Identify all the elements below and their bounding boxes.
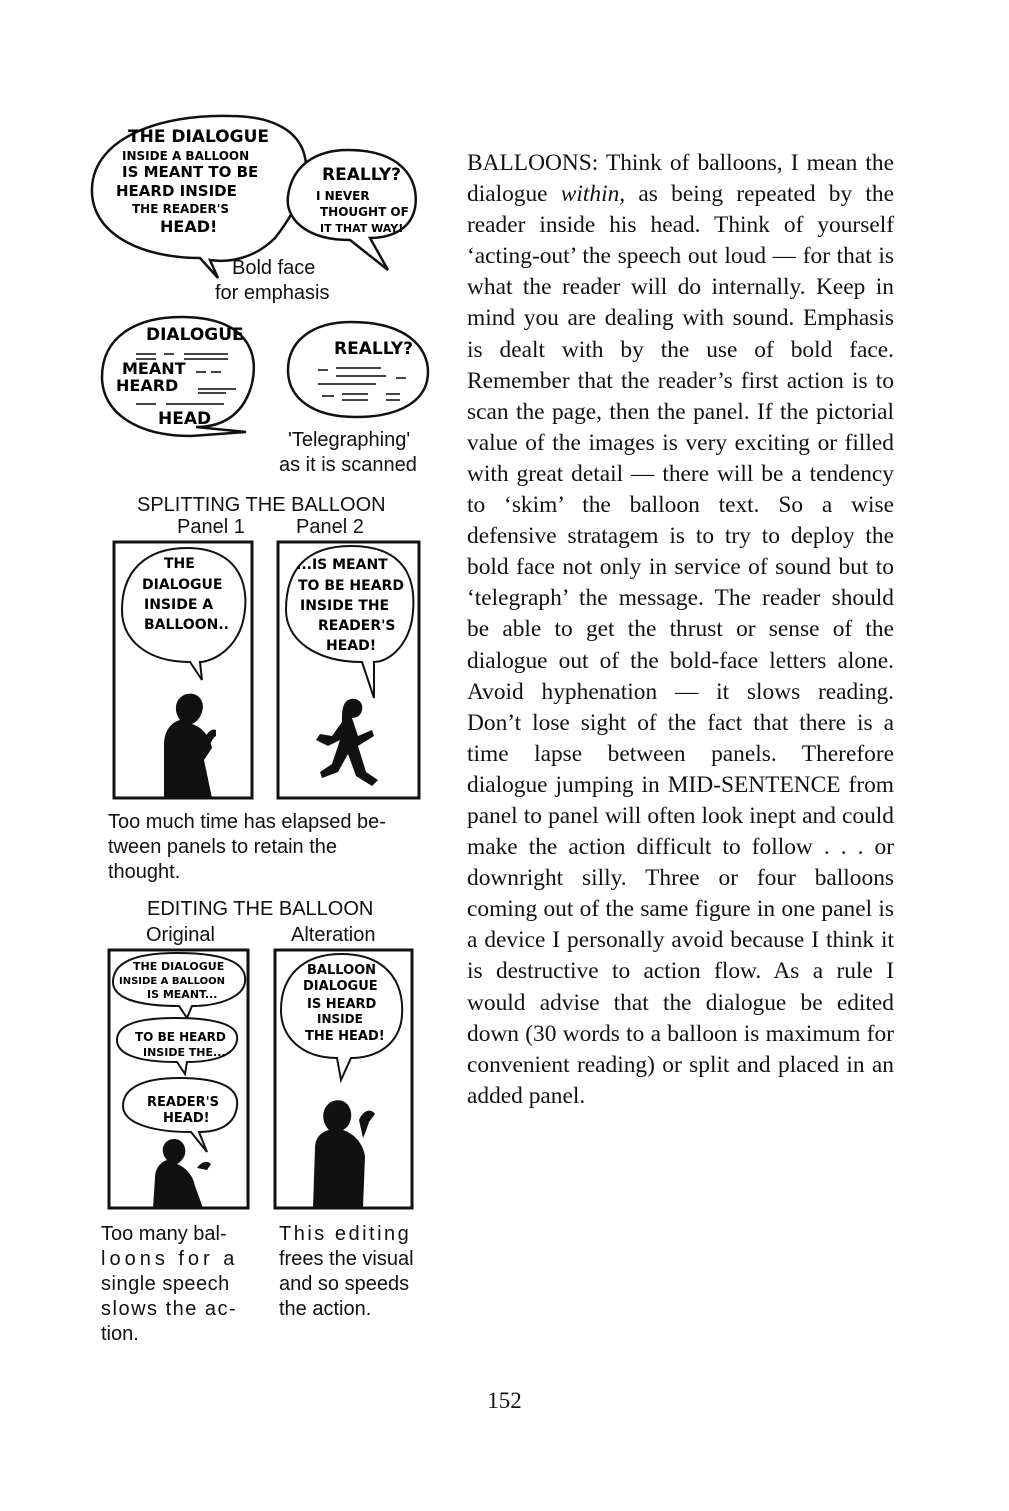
- edit-alteration-panel: [273, 948, 414, 1210]
- split-caption-line1: Too much time has elapsed be-: [108, 811, 386, 833]
- edit-orig-b2-line2: INSIDE THE...: [143, 1046, 226, 1059]
- balloon1-line3: IS MEANT TO BE: [122, 163, 259, 181]
- split2-line2: TO BE HEARD: [298, 578, 404, 594]
- tele-word-really: REALLY?: [334, 339, 414, 359]
- tele-caption-line2: as it is scanned: [279, 454, 417, 476]
- bold-caption-line1: Bold face: [232, 257, 316, 279]
- edit-orig-b2-line1: TO BE HEARD: [135, 1030, 226, 1044]
- edit-caption-right-line2: frees the visual: [279, 1248, 414, 1270]
- split-panel1-label: Panel 1: [177, 516, 245, 538]
- tele-word-dialogue: DIALOGUE: [146, 325, 244, 345]
- edit-caption-right-line4: the action.: [279, 1298, 372, 1320]
- edit-original-panel: [107, 948, 250, 1210]
- edit-caption-right-line1: This editing: [279, 1223, 412, 1245]
- split-title: SPLITTING THE BALLOON: [137, 494, 386, 516]
- tele-word-heard: HEARD: [116, 376, 179, 395]
- split2-line4: READER'S: [318, 618, 396, 634]
- edit-caption-left: [101, 1222, 251, 1347]
- edit-caption-left-line4: slows the ac-: [101, 1298, 238, 1320]
- split1-line1: THE: [164, 556, 195, 572]
- tele-word-head: HEAD: [158, 409, 212, 429]
- balloon2-line2: I NEVER: [316, 189, 370, 203]
- edit-title: EDITING THE BALLOON: [147, 898, 374, 920]
- split2-line3: INSIDE THE: [300, 598, 390, 614]
- edit-orig-b1-line2: INSIDE A BALLOON: [119, 976, 225, 987]
- split1-line2: DIALOGUE: [142, 577, 223, 593]
- edit-alt-line4: INSIDE: [317, 1012, 363, 1026]
- balloon2-line4: IT THAT WAY!: [320, 222, 404, 235]
- balloon2-line1: REALLY?: [322, 165, 402, 185]
- split2-line5: HEAD!: [326, 638, 377, 654]
- edit-orig-b3-line2: HEAD!: [163, 1111, 210, 1126]
- edit-caption-right-line3: and so speeds: [279, 1273, 410, 1295]
- balloon1-line2: INSIDE A BALLOON: [122, 149, 250, 163]
- edit-orig-b1-line3: IS MEANT...: [147, 988, 218, 1001]
- tele-word-meant: MEANT: [122, 359, 186, 378]
- split1-line4: BALLOON..: [144, 617, 230, 633]
- edit-caption-right: [279, 1222, 439, 1322]
- edit-original-label: Original: [146, 924, 215, 946]
- edit-orig-b1-line1: THE DIALOGUE: [133, 960, 225, 973]
- edit-caption-left-line1: Too many bal-: [101, 1223, 227, 1245]
- split-caption: [108, 810, 428, 885]
- split-panel2-label: Panel 2: [296, 516, 364, 538]
- telegraphing-illustration: [96, 312, 436, 442]
- body-paragraph: [467, 148, 894, 1112]
- split-panel-1: [112, 540, 254, 800]
- split-caption-line2: tween panels to retain the: [108, 836, 338, 858]
- split-panel-2: [276, 540, 421, 800]
- body-part2-emphasis: within,: [560, 181, 626, 208]
- body-part1: BALLOONS: Think of balloons, I mean the dialogue: [467, 150, 894, 208]
- page-number: 152: [487, 1388, 522, 1413]
- edit-alt-line5: THE HEAD!: [305, 1029, 385, 1044]
- balloon1-line1: THE DIALOGUE: [128, 127, 269, 147]
- balloon1-line5: THE READER'S: [132, 202, 230, 216]
- split-caption-line3: thought.: [108, 861, 181, 883]
- tele-caption-line1: 'Telegraphing': [288, 429, 411, 451]
- edit-orig-b3-line1: READER'S: [147, 1095, 219, 1110]
- edit-alt-line2: DIALOGUE: [303, 979, 378, 994]
- balloon2-line3: THOUGHT OF: [320, 205, 409, 219]
- body-part3: as being repeated by the reader inside his head. Think of yourself ‘acting-out’ the speech out loud — for that is what the reader will do internally. Keep in mind you are dealing with sound. Emphasis is dealt with by the use of bold face. Remember that the reader’s first action is to scan the page, then the panel. If the pictorial value of the images is very exciting or filled with great detail — there will be a tendency to ‘skim’ the balloon text. So a wise defensive stratagem is to try to deploy the bold face not only in service of sound but to ‘telegraph’ the message. The reader should be able to get the thrust or sense of the dialogue out of the bold-face letters alone. Avoid hyphenation — it slows reading. Don’t lose sight of the fact that there is a time lapse between panels. Therefore dialogue jumping in MID-SENTENCE from panel to panel will often look inept and could make the action difficult to follow . . . or downright silly. Three or four balloons coming out of the same figure in one panel is a device I personally avoid because I think it is destructive to action flow. As a rule I would advise that the dialogue be edited down (30 words to a balloon is maximum for convenient reading) or split and placed in an added panel.: [467, 181, 894, 1109]
- edit-caption-left-line3: single speech: [101, 1273, 230, 1295]
- edit-alt-line3: IS HEARD: [307, 997, 377, 1012]
- edit-caption-left-line2: loons for a: [101, 1248, 239, 1270]
- split1-line3: INSIDE A: [144, 597, 214, 613]
- balloon1-line6: HEAD!: [160, 217, 218, 236]
- edit-alteration-label: Alteration: [291, 924, 376, 946]
- bold-caption-line2: for emphasis: [215, 282, 330, 304]
- edit-alt-line1: BALLOON: [307, 963, 377, 978]
- balloon1-line4: HEARD INSIDE: [116, 182, 237, 200]
- edit-caption-left-line5: tion.: [101, 1323, 139, 1345]
- split2-line1: ...IS MEANT: [296, 557, 388, 573]
